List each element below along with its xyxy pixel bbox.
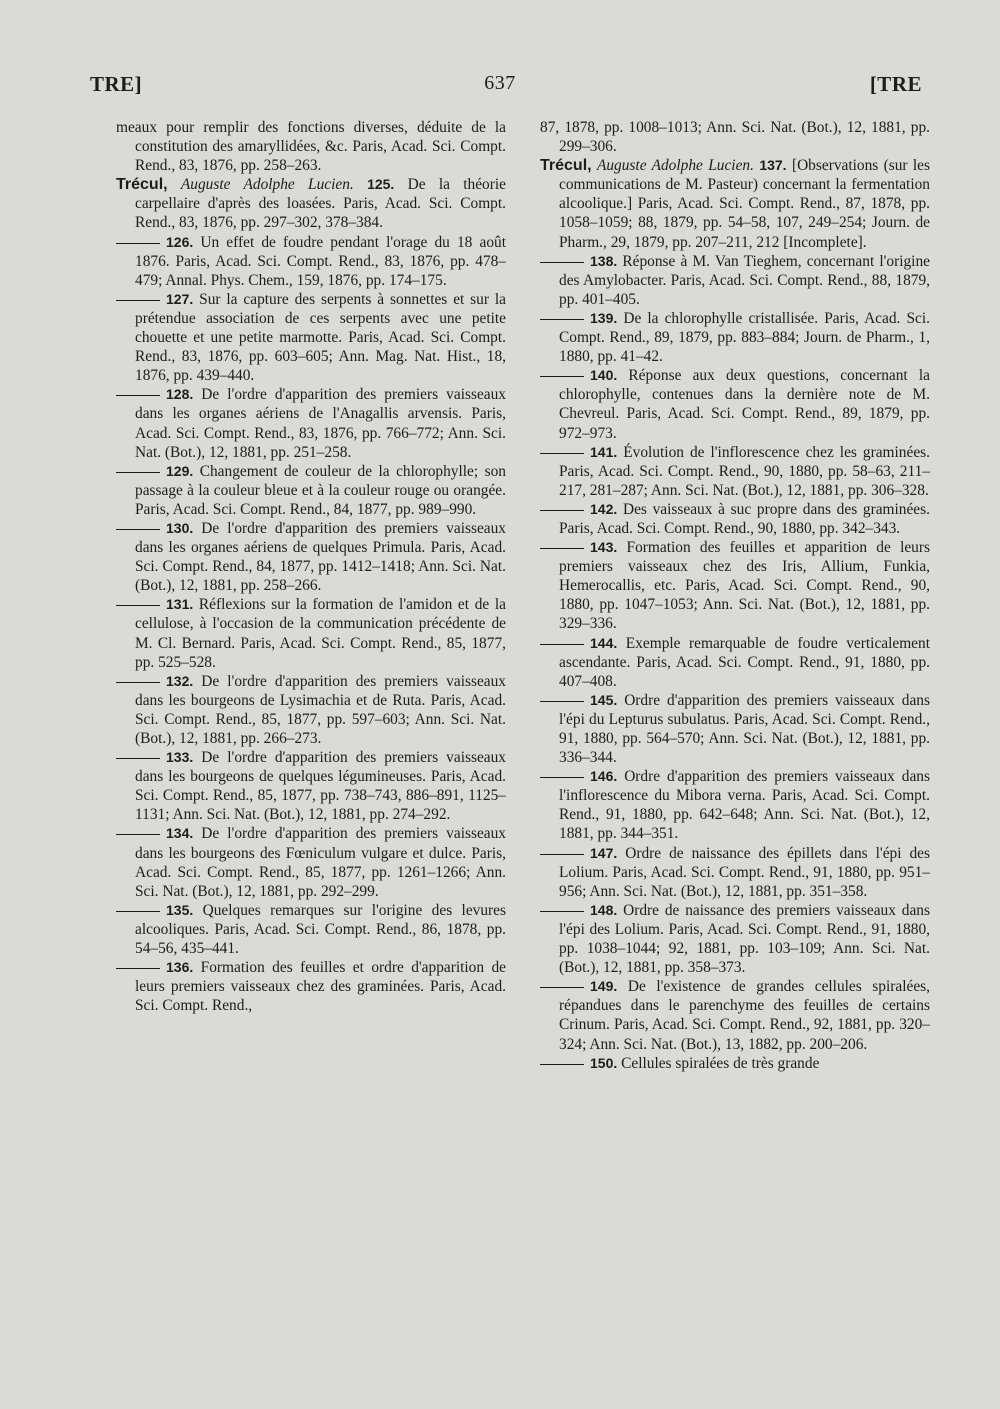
entry-text: Des vaisseaux à suc propre dans des graminées. Paris, Acad. Sci. Compt. Rend., 90, 1880, pp. 342–343. (559, 500, 930, 537)
bibliography-entry (116, 462, 506, 519)
entry-number: 129. (166, 462, 194, 479)
bibliography-entry (540, 156, 930, 251)
ditto-dash (540, 777, 584, 778)
entry-text: De la chlorophylle cristallisée. Paris, Acad. Sci. Compt. Rend., 89, 1879, pp. 883–884; Journ. de Pharm., 1, 1880, pp. 41–42. (559, 309, 930, 366)
ditto-dash (116, 968, 160, 969)
entry-number: 136. (166, 959, 194, 976)
entry-number: 126. (166, 233, 194, 250)
entry-number: 148. (590, 901, 618, 918)
ditto-dash (540, 987, 584, 988)
entry-text: Formation des feuilles et apparition de leurs premiers vaisseaux chez des Iris, Allium, Funkia, Hemerocallis, etc. Paris, Acad. Sci. Compt. Rend., 90, 1880, pp. 1047–1053; Ann. Sci. Nat. (Bot.), 12, 1881, pp. 329–336. (559, 539, 930, 633)
entry-number: 146. (590, 768, 618, 785)
entry-number: 133. (166, 749, 194, 766)
bibliography-entry (116, 901, 506, 958)
bibliography-entry (116, 824, 506, 900)
entry-number: 144. (590, 634, 618, 651)
entry-number: 147. (590, 844, 618, 861)
entry-text: meaux pour remplir des fonctions diverses, déduite de la constitution des amaryllidées, &c. Paris, Acad. Sci. Compt. Rend., 83, 1876, pp. 258–263. (116, 119, 506, 175)
ditto-dash (540, 510, 584, 511)
entry-text: De l'ordre d'apparition des premiers vaisseaux dans les organes aériens de l'Anagallis arvensis. Paris, Acad. Sci. Compt. Rend., 83, 1876, pp. 766–772; Ann. Sci. Nat. (Bot.), 12, 1881, pp. 251–258. (135, 386, 506, 461)
entry-number: 131. (166, 596, 194, 613)
author-name: Trécul, (116, 176, 168, 194)
bibliography-entry (540, 901, 930, 977)
bibliography-entry (540, 309, 930, 366)
entry-continuation (116, 118, 506, 175)
entry-text: De l'ordre d'apparition des premiers vaisseaux dans les bourgeons de quelques légumineuses. Paris, Acad. Sci. Compt. Rend., 85, 1877, pp. 738–743, 886–891, 1125–1131; Ann. Sci. Nat. (Bot.), 12, 1881, pp. 274–292. (135, 749, 506, 824)
ditto-dash (116, 605, 160, 606)
bibliography-entry (116, 519, 506, 595)
bibliography-entry (116, 175, 506, 232)
entry-number: 142. (590, 500, 618, 517)
page-number: 637 (484, 72, 516, 94)
entry-number: 150. (590, 1054, 618, 1071)
ditto-dash (116, 682, 160, 683)
author-given-names: Auguste Adolphe Lucien. (180, 176, 354, 194)
bibliography-entry (116, 748, 506, 824)
bibliography-entry (540, 767, 930, 843)
running-head-left: TRE] (90, 72, 143, 96)
entry-text: Ordre de naissance des épillets dans l'épi des Lolium. Paris, Acad. Sci. Compt. Rend., 91, 1880, pp. 951–956; Ann. Sci. Nat. (Bot.), 12, 1881, pp. 351–358. (559, 844, 930, 900)
ditto-dash (116, 529, 160, 530)
entry-text: [Observations (sur les communications de M. Pasteur) concernant la fermentation alcoolique.] Paris, Acad. Sci. Compt. Rend., 87, 1878, pp. 1058–1059; 88, 1879, pp. 54–58, 107, 249–254; Journ. de Pharm., 29, 1879, pp. 207–211, 212 [Incomplete]. (559, 157, 930, 251)
entry-text: Ordre d'apparition des premiers vaisseaux dans l'inflorescence du Mibora verna. Paris, Acad. Sci. Compt. Rend., 91, 1880, pp. 642–648; Ann. Sci. Nat. (Bot.), 12, 1881, pp. 344–351. (559, 768, 930, 843)
ditto-dash (540, 376, 584, 377)
entry-number: 127. (166, 290, 194, 307)
entry-text: Quelques remarques sur l'origine des levures alcooliques. Paris, Acad. Sci. Compt. Rend., 86, 1878, pp. 54–56, 435–441. (135, 901, 506, 958)
entry-number: 143. (590, 539, 618, 556)
entry-text: Sur la capture des serpents à sonnettes et sur la prétendue association de ces serpents avec une petite chouette et une petite marmotte. Paris, Acad. Sci. Compt. Rend., 83, 1876, pp. 603–605; Ann. Mag. Nat. Hist., 18, 1876, pp. 439–440. (135, 290, 506, 385)
entry-text: Un effet de foudre pendant l'orage du 18 août 1876. Paris, Acad. Sci. Compt. Rend., 83, 1876, pp. 478–479; Annal. Phys. Chem., 159, 1876, pp. 174–175. (135, 233, 506, 289)
bibliography-entry (540, 844, 930, 901)
bibliography-entry (540, 366, 930, 442)
entry-text: Ordre d'apparition des premiers vaisseaux dans l'épi du Lepturus subulatus. Paris, Acad. Sci. Compt. Rend., 91, 1880, pp. 564–570; Ann. Sci. Nat. (Bot.), 12, 1881, pp. 336–344. (559, 691, 930, 767)
entry-text: Formation des feuilles et ordre d'apparition de leurs premiers vaisseaux chez des graminées. Paris, Acad. Sci. Compt. Rend., (135, 959, 506, 1015)
ditto-dash (540, 1064, 584, 1065)
bibliography-entry (540, 500, 930, 538)
entry-text: 87, 1878, pp. 1008–1013; Ann. Sci. Nat. (Bot.), 12, 1881, pp. 299–306. (540, 119, 930, 156)
ditto-dash (116, 243, 160, 244)
entry-text: Réponse aux deux questions, concernant la chlorophylle, contenues dans la dernière note de M. Chevreul. Paris, Acad. Sci. Compt. Rend., 89, 1879, pp. 972–973. (559, 367, 930, 442)
entry-number: 139. (590, 309, 618, 326)
entry-number: 134. (166, 825, 194, 842)
entry-text: Exemple remarquable de foudre verticalement ascendante. Paris, Acad. Sci. Compt. Rend., 91, 1880, pp. 407–408. (559, 634, 930, 690)
entry-number: 132. (166, 672, 194, 689)
bibliography-entry (540, 252, 930, 309)
entry-text: Évolution de l'inflorescence chez les graminées. Paris, Acad. Sci. Compt. Rend., 90, 1880, pp. 58–63, 211–217, 281–287; Ann. Sci. Nat. (Bot.), 12, 1881, pp. 306–328. (559, 443, 930, 499)
entry-number: 135. (166, 901, 194, 918)
entry-text: Réflexions sur la formation de l'amidon et de la cellulose, à l'occasion de la communication précédente de M. Cl. Bernard. Paris, Acad. Sci. Compt. Rend., 85, 1877, pp. 525–528. (135, 596, 506, 671)
ditto-dash (116, 911, 160, 912)
bibliography-entry (540, 1054, 930, 1073)
bibliography-entry (116, 233, 506, 290)
ditto-dash (116, 758, 160, 759)
ditto-dash (540, 701, 584, 702)
bibliography-entry (116, 958, 506, 1015)
author-name: Trécul, (540, 157, 592, 175)
bibliography-entry (540, 443, 930, 500)
bibliography-entry (116, 672, 506, 748)
ditto-dash (540, 319, 584, 320)
entry-number: 138. (590, 252, 618, 269)
ditto-dash (540, 854, 584, 855)
ditto-dash (116, 834, 160, 835)
entry-text: Ordre de naissance des premiers vaisseaux dans l'épi des Lolium. Paris, Acad. Sci. Compt. Rend., 91, 1880, pp. 1038–1044; 92, 1881, pp. 103–109; Ann. Sci. Nat. (Bot.), 12, 1881, pp. 358–373. (559, 901, 930, 977)
ditto-dash (540, 644, 584, 645)
ditto-dash (540, 548, 584, 549)
entry-number: 128. (166, 386, 194, 403)
entry-number: 130. (166, 519, 194, 536)
bibliography-entry (116, 290, 506, 385)
entry-number: 141. (590, 443, 618, 460)
ditto-dash (540, 262, 584, 263)
bibliography-entry (116, 385, 506, 461)
entry-text: De l'existence de grandes cellules spiralées, répandues dans le parenchyme des feuilles de certains Crinum. Paris, Acad. Sci. Compt. Rend., 92, 1881, pp. 320–324; Ann. Sci. Nat. (Bot.), 13, 1882, pp. 200–206. (559, 978, 930, 1053)
entry-number: 140. (590, 367, 618, 384)
ditto-dash (116, 395, 160, 396)
bibliography-entry (540, 634, 930, 691)
entry-continuation (540, 118, 930, 156)
author-given-names: Auguste Adolphe Lucien. (596, 157, 754, 175)
ditto-dash (540, 453, 584, 454)
entry-number: 137. (759, 157, 787, 174)
bibliography-entry (116, 595, 506, 671)
running-head-right: [TRE (869, 72, 922, 96)
right-column (540, 118, 930, 1073)
entry-text: De l'ordre d'apparition des premiers vaisseaux dans les organes aériens de quelques Primula. Paris, Acad. Sci. Compt. Rend., 84, 1877, pp. 1412–1418; Ann. Sci. Nat. (Bot.), 12, 1881, pp. 258–266. (135, 519, 506, 595)
entry-text: De la théorie carpellaire d'après des loasées. Paris, Acad. Sci. Compt. Rend., 83, 1876, pp. 297–302, 378–384. (135, 176, 506, 232)
bibliography-entry (540, 538, 930, 633)
entry-text: Réponse à M. Van Tieghem, concernant l'origine des Amylobacter. Paris, Acad. Sci. Compt. Rend., 88, 1879, pp. 401–405. (559, 252, 930, 308)
entry-text: De l'ordre d'apparition des premiers vaisseaux dans les bourgeons de Lysimachia et de Ruta. Paris, Acad. Sci. Compt. Rend., 85, 1877, pp. 597–603; Ann. Sci. Nat. (Bot.), 12, 1881, pp. 266–273. (135, 672, 506, 747)
entry-text: Changement de couleur de la chlorophylle; son passage à la couleur bleue et à la couleur rouge ou orangée. Paris, Acad. Sci. Compt. Rend., 84, 1877, pp. 989–990. (135, 462, 506, 518)
left-column (116, 118, 506, 1015)
ditto-dash (116, 472, 160, 473)
entry-number: 125. (367, 176, 395, 193)
entry-text: De l'ordre d'apparition des premiers vaisseaux dans les bourgeons des Fœniculum vulgare et dulce. Paris, Acad. Sci. Compt. Rend., 85, 1877, pp. 1261–1266; Ann. Sci. Nat. (Bot.), 12, 1881, pp. 292–299. (135, 825, 506, 900)
entry-text: Cellules spiralées de très grande (621, 1054, 820, 1072)
entry-number: 149. (590, 978, 618, 995)
bibliography-entry (540, 977, 930, 1053)
entry-number: 145. (590, 691, 618, 708)
bibliography-entry (540, 691, 930, 767)
ditto-dash (116, 300, 160, 301)
ditto-dash (540, 911, 584, 912)
